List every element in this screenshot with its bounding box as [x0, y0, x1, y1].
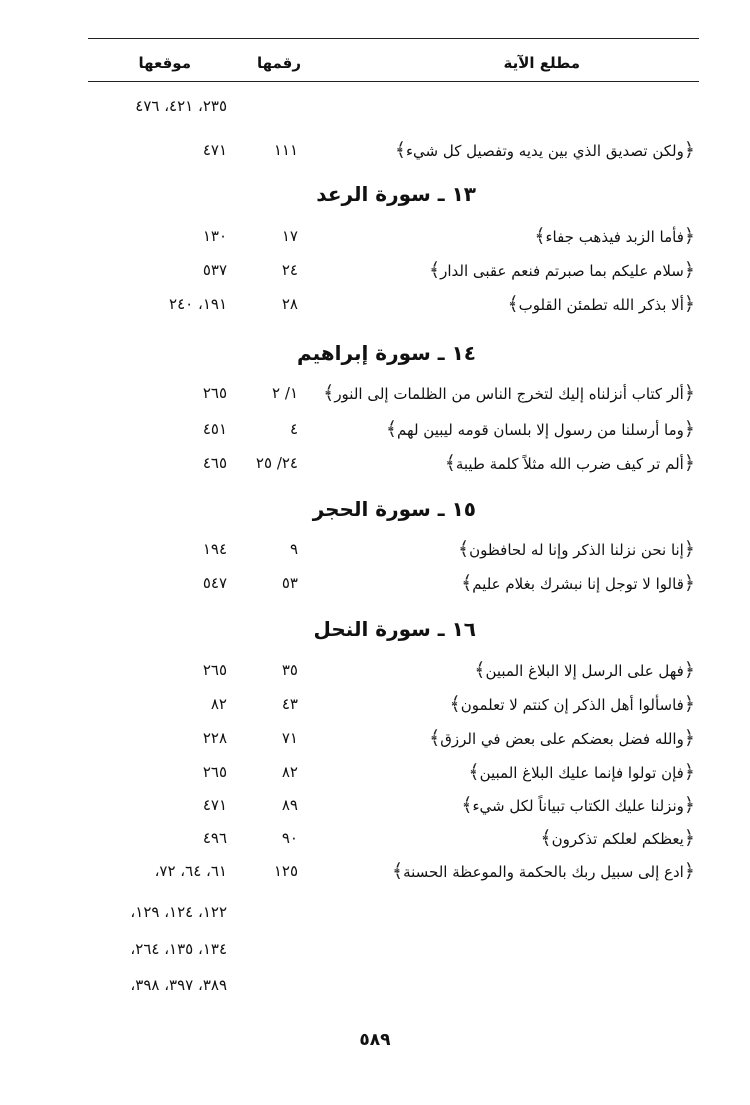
open-bracket: ﴿ [683, 382, 695, 404]
row-number: ١١١ [273, 141, 298, 159]
row-location: ١٣٤، ١٣٥، ٢٦٤، [130, 940, 227, 958]
row-number: ٢٨ [281, 295, 298, 313]
table-row [0, 448, 750, 478]
row-location: ٢٣٥، ٤٢١، ٤٧٦ [135, 97, 227, 115]
row-number: ٢٤ [281, 261, 298, 279]
verse-text: فهل على الرسل إلا البلاغ المبين [485, 662, 684, 680]
row-verse [323, 378, 695, 409]
table-row [0, 790, 750, 820]
close-bracket: ﴾ [428, 259, 441, 281]
open-bracket: ﴿ [683, 293, 695, 315]
verse-text: ألا بذكر الله تطمئن القلوب [518, 296, 684, 314]
open-bracket: ﴿ [683, 659, 695, 681]
verse-text: ألم تر كيف ضرب الله مثلاً كلمة طيبة [455, 455, 684, 473]
row-location: ٤٧١ [202, 796, 227, 814]
table-row [0, 970, 750, 1000]
open-bracket: ﴿ [683, 827, 695, 849]
verse-text: إنا نحن نزلنا الذكر وإنا له لحافظون [469, 541, 684, 559]
row-location: ١٣٠ [202, 227, 227, 245]
verse-text: سلام عليكم بما صبرتم فنعم عقبى الدار [440, 262, 684, 280]
row-verse [534, 221, 695, 252]
close-bracket: ﴾ [323, 382, 335, 404]
verse-text: والله فضل بعضكم على بعض في الرزق [440, 730, 684, 748]
open-bracket: ﴿ [683, 794, 695, 816]
row-verse [386, 414, 695, 445]
row-verse [458, 534, 695, 565]
close-bracket: ﴾ [391, 860, 404, 882]
close-bracket: ﴾ [540, 827, 552, 849]
section-title: ١٦ ـ سورة النحل [313, 617, 476, 641]
close-bracket: ﴾ [444, 452, 456, 474]
open-bracket: ﴿ [683, 727, 695, 749]
verse-text: ادع إلى سبيل ربك بالحكمة والموعظة الحسنة [403, 863, 684, 881]
close-bracket: ﴾ [534, 225, 546, 247]
row-location: ١٩١، ٢٤٠ [169, 295, 227, 313]
row-number: ٨٩ [281, 796, 298, 814]
open-bracket: ﴿ [683, 860, 695, 882]
row-number: ٧١ [281, 729, 298, 747]
row-verse [474, 655, 695, 686]
close-bracket: ﴾ [461, 794, 473, 816]
close-bracket: ﴾ [507, 293, 519, 315]
row-verse [461, 568, 695, 599]
section-title: ١٥ ـ سورة الحجر [312, 497, 476, 521]
row-verse [395, 135, 695, 166]
close-bracket: ﴾ [449, 693, 461, 715]
table-row [0, 568, 750, 598]
table-row [0, 856, 750, 886]
section-title: ١٤ ـ سورة إبراهيم [296, 341, 476, 365]
close-bracket: ﴾ [385, 418, 398, 440]
row-location: ١٢٢، ١٢٤، ١٢٩، [130, 903, 227, 921]
verse-text: فإن تولوا فإنما عليك البلاغ المبين [479, 764, 684, 782]
table-row [0, 757, 750, 787]
table-row [0, 689, 750, 719]
close-bracket: ﴾ [429, 727, 441, 749]
table-row [0, 823, 750, 853]
row-location: ٥٤٧ [202, 574, 227, 592]
row-location: ٦١، ٦٤، ٧٢، [154, 862, 227, 880]
row-number: ٩٠ [281, 829, 298, 847]
verse-text: فأما الزبد فيذهب جفاء [545, 228, 684, 246]
row-number: ٤ [289, 420, 298, 438]
row-verse [445, 448, 695, 479]
page-number: ٥٨٩ [359, 1030, 391, 1050]
open-bracket: ﴿ [683, 693, 695, 715]
row-location: ٤٩٦ [202, 829, 227, 847]
row-location: ٢٦٥ [202, 661, 227, 679]
verse-text: يعظكم لعلكم تذكرون [551, 830, 684, 848]
header-location: موقعها [138, 54, 191, 72]
row-location: ١٩٤ [202, 540, 227, 558]
verse-text: وما أرسلنا من رسول إلا بلسان قومه ليبين لهم [397, 421, 684, 439]
top-rule [88, 38, 699, 39]
close-bracket: ﴾ [468, 761, 480, 783]
open-bracket: ﴿ [683, 452, 695, 474]
row-number: ٥٣ [281, 574, 298, 592]
verse-text: قالوا لا توجل إنا نبشرك بغلام عليم [472, 575, 684, 593]
table-row [0, 135, 750, 165]
row-location: ٨٢ [210, 695, 227, 713]
close-bracket: ﴾ [474, 659, 486, 681]
header-verse-start: مطلع الآية [503, 54, 580, 72]
table-row [0, 723, 750, 753]
open-bracket: ﴿ [683, 572, 695, 594]
table-row [0, 414, 750, 444]
header-number: رقمها [256, 54, 301, 72]
section-title: ١٣ ـ سورة الرعد [316, 182, 476, 206]
verse-text: فاسألوا أهل الذكر إن كنتم لا تعلمون [460, 696, 684, 714]
verse-text: ونزلنا عليك الكتاب تبياناً لكل شيء [472, 797, 684, 815]
row-verse [461, 790, 695, 821]
table-row [0, 934, 750, 964]
row-location: ٣٨٩، ٣٩٧، ٣٩٨، [130, 976, 227, 994]
row-verse [392, 856, 695, 887]
close-bracket: ﴾ [394, 139, 406, 161]
table-row [0, 255, 750, 285]
table-row [0, 534, 750, 564]
row-location: ٢٢٨ [202, 729, 227, 747]
table-row [0, 91, 750, 121]
open-bracket: ﴿ [683, 225, 695, 247]
close-bracket: ﴾ [457, 538, 470, 560]
row-number: ٤٣ [281, 695, 298, 713]
open-bracket: ﴿ [683, 761, 695, 783]
row-number: ١٧ [281, 227, 298, 245]
open-bracket: ﴿ [683, 418, 695, 440]
header-rule [88, 81, 699, 82]
table-row [0, 289, 750, 319]
row-verse [468, 757, 695, 788]
open-bracket: ﴿ [683, 259, 695, 281]
row-number: ٢٤/ ٢٥ [255, 454, 298, 472]
row-verse [450, 689, 695, 720]
row-number: ١/ ٢ [272, 384, 298, 402]
row-location: ٤٧١ [202, 141, 227, 159]
row-verse [507, 289, 695, 320]
row-location: ٢٦٥ [202, 384, 227, 402]
table-row [0, 378, 750, 408]
table-row [0, 897, 750, 927]
row-number: ٣٥ [281, 661, 298, 679]
row-number: ٩ [289, 540, 298, 558]
row-number: ١٢٥ [273, 862, 298, 880]
row-verse [429, 255, 695, 286]
verse-text: ألر كتاب أنزلناه إليك لتخرج الناس من الظلمات إلى النور [334, 385, 684, 403]
open-bracket: ﴿ [683, 139, 695, 161]
table-row [0, 221, 750, 251]
row-location: ٤٦٥ [202, 454, 227, 472]
row-verse [429, 723, 695, 754]
verse-text: ولكن تصديق الذي بين يديه وتفصيل كل شيء [405, 142, 684, 160]
open-bracket: ﴿ [683, 538, 695, 560]
close-bracket: ﴾ [461, 572, 473, 594]
row-number: ٨٢ [281, 763, 298, 781]
row-location: ٤٥١ [202, 420, 227, 438]
row-location: ٢٦٥ [202, 763, 227, 781]
table-row [0, 655, 750, 685]
row-location: ٥٣٧ [202, 261, 227, 279]
row-verse [540, 823, 695, 854]
